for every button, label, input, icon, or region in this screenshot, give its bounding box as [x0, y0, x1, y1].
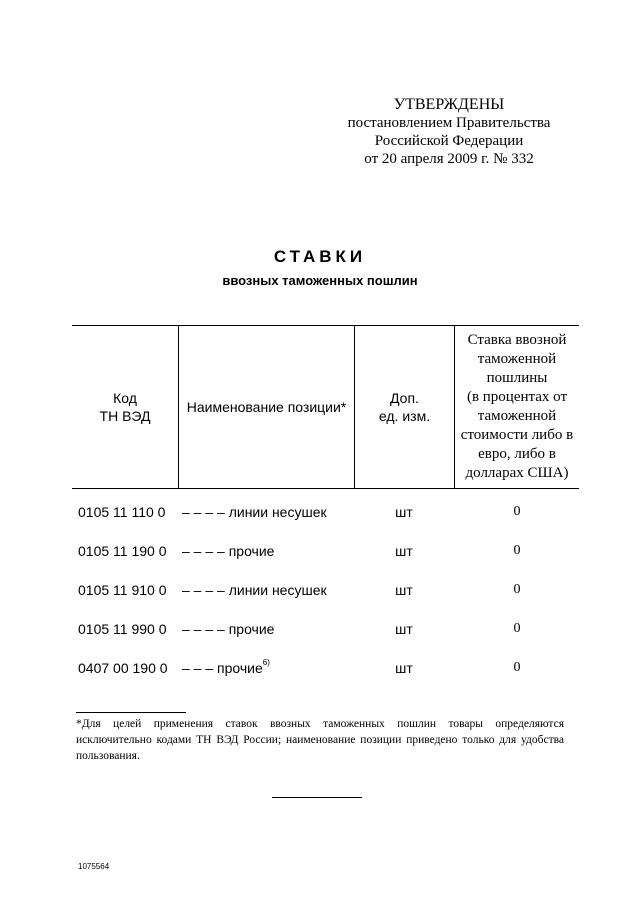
- row-unit: шт: [395, 504, 413, 520]
- row-unit: шт: [395, 660, 413, 676]
- header-rate-line-6: стоимости либо в: [460, 427, 574, 443]
- footnote-marker: 6): [262, 658, 270, 667]
- header-rate-line-2: таможенной: [477, 351, 557, 367]
- document-number: 1075564: [78, 862, 110, 871]
- table-row: [0, 504, 640, 524]
- header-rate-line-5: таможенной: [477, 408, 557, 424]
- row-rate: 0: [513, 660, 521, 675]
- row-name: – – – – прочие: [182, 543, 275, 559]
- row-unit: шт: [395, 543, 413, 559]
- approval-block: [320, 96, 578, 168]
- document-title: СТАВКИ: [273, 247, 367, 266]
- row-unit: шт: [395, 621, 413, 637]
- header-rate-line-4: (в процентах от: [466, 389, 568, 405]
- header-rate-line-3: пошлины: [486, 370, 548, 386]
- row-name: – – – – прочие: [182, 621, 275, 637]
- header-rate-line-1: Ставка ввозной: [467, 332, 567, 348]
- row-name: – – – – линии несушек: [182, 582, 327, 598]
- row-rate: 0: [513, 621, 521, 636]
- header-code: [72, 326, 178, 488]
- table-row: [0, 543, 640, 563]
- header-unit-line-2: ед. изм.: [378, 408, 431, 424]
- footnote-divider: [76, 712, 186, 713]
- row-rate: 0: [513, 582, 521, 597]
- header-name-label: Наименование позиции*: [186, 399, 347, 415]
- header-unit: [355, 326, 454, 488]
- header-unit-line-1: Доп.: [390, 390, 419, 406]
- row-rate: 0: [513, 543, 521, 558]
- end-divider: [272, 797, 362, 798]
- row-code: 0105 11 910 0: [78, 582, 167, 598]
- row-code: 0105 11 110 0: [78, 504, 166, 520]
- row-code: 0105 11 190 0: [78, 543, 167, 559]
- approval-line-1: постановлением Правительства: [347, 115, 551, 131]
- table-row: [0, 582, 640, 602]
- header-code-line-1: Код: [113, 390, 137, 406]
- table-row: [0, 660, 640, 680]
- row-rate: 0: [513, 504, 521, 519]
- row-code: 0407 00 190 0: [78, 660, 168, 676]
- row-name: – – – – линии несушек: [182, 504, 327, 520]
- approval-line-2: Российской Федерации: [374, 133, 524, 149]
- footnote-text: *Для целей применения ставок ввозных таможенных пошлин товары определяются исключительно кодами ТН ВЭД России; наименование позиции приведено только для удобства пользования.: [76, 718, 564, 762]
- header-rate-line-7: евро, либо в: [478, 446, 556, 462]
- header-rate: [455, 326, 579, 488]
- row-unit: шт: [395, 582, 413, 598]
- table-header: [72, 325, 579, 489]
- table-row: [0, 621, 640, 641]
- header-name: [179, 326, 354, 488]
- row-code: 0105 11 990 0: [78, 621, 167, 637]
- header-code-line-2: ТН ВЭД: [99, 408, 151, 424]
- header-rate-line-8: долларах США): [465, 465, 569, 481]
- document-subtitle: ввозных таможенных пошлин: [222, 273, 418, 288]
- approval-line-3: от 20 апреля 2009 г. № 332: [364, 151, 534, 167]
- approval-heading: УТВЕРЖДЕНЫ: [393, 96, 505, 113]
- row-name: – – – прочие$^{6)}$: [182, 658, 270, 676]
